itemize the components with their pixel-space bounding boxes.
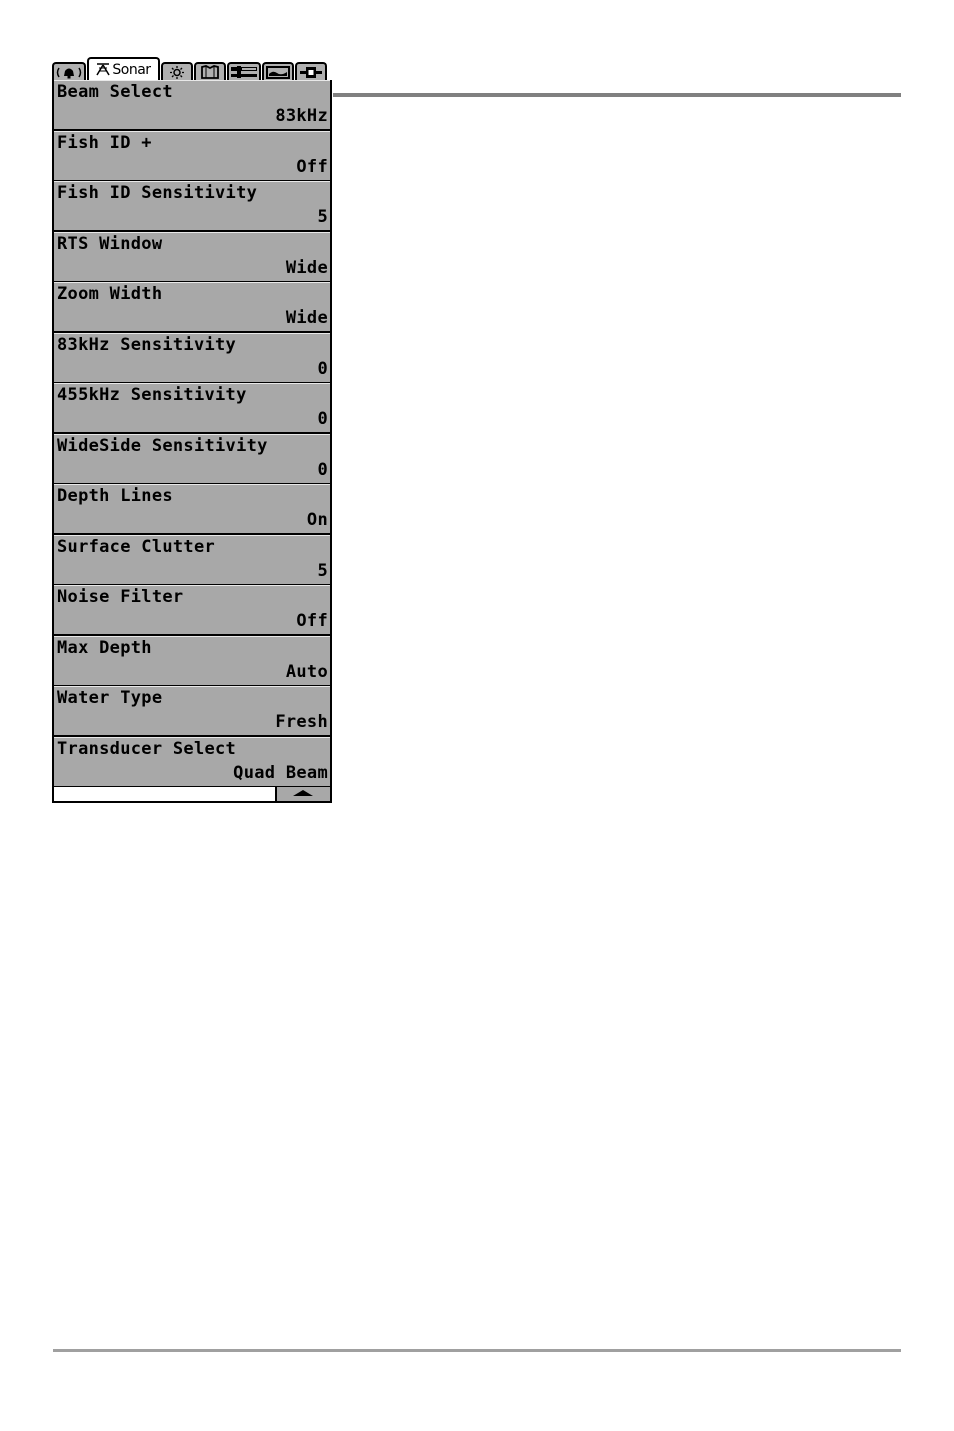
- tab-alarms[interactable]: [52, 62, 86, 80]
- tab-navigation[interactable]: [194, 62, 226, 80]
- screen-icon: [266, 66, 290, 79]
- menu-item-value: Quad Beam: [233, 762, 328, 783]
- sun-icon: [168, 66, 186, 79]
- menu-item-max-depth[interactable]: [54, 636, 330, 685]
- menu-item-83khz-sensitivity[interactable]: [54, 333, 330, 382]
- menu-item-wideside-sensitivity[interactable]: [54, 434, 330, 483]
- menu-item-surface-clutter[interactable]: [54, 535, 330, 584]
- bell-speaker-icon: [55, 66, 83, 79]
- menu-panel: [52, 80, 332, 803]
- menu-tabs: [52, 57, 332, 80]
- menu-item-noise-filter[interactable]: [54, 585, 330, 634]
- scroll-up-button[interactable]: [275, 787, 330, 801]
- tab-sonar-label: Sonar: [112, 61, 151, 78]
- sonar-menu: [52, 57, 332, 803]
- tab-setup[interactable]: [161, 62, 193, 80]
- menu-item-value: Off: [296, 611, 328, 631]
- menu-item-label: Zoom Width: [57, 284, 163, 304]
- menu-item-fish-id-sensitivity[interactable]: [54, 181, 330, 230]
- bottom-divider: [53, 1349, 901, 1352]
- menu-item-label: 83kHz Sensitivity: [57, 334, 237, 355]
- menu-item-value: Auto: [285, 661, 328, 682]
- menu-item-value: 0: [317, 358, 328, 379]
- tab-chart[interactable]: [227, 62, 261, 80]
- menu-footer: [54, 787, 330, 801]
- wrench-icon: [230, 65, 258, 79]
- chevron-up-icon: [291, 789, 315, 797]
- menu-item-label: Surface Clutter: [57, 536, 216, 557]
- menu-item-label: 455kHz Sensitivity: [57, 385, 247, 405]
- top-divider: [333, 93, 901, 97]
- menu-item-label: Noise Filter: [57, 587, 184, 607]
- menu-item-455khz-sensitivity[interactable]: [54, 383, 330, 432]
- menu-item-value: Wide: [285, 308, 328, 328]
- menu-item-label: Depth Lines: [57, 486, 173, 506]
- menu-item-label: Max Depth: [57, 637, 152, 658]
- menu-item-value: 0: [317, 459, 328, 480]
- tab-accessories[interactable]: [295, 62, 327, 80]
- menu-item-value: Wide: [285, 257, 328, 278]
- menu-item-label: Fish ID +: [57, 132, 152, 153]
- tab-sonar[interactable]: [87, 57, 160, 80]
- map-icon: [200, 65, 220, 79]
- menu-item-value: On: [306, 510, 328, 530]
- tab-views[interactable]: [262, 62, 294, 80]
- menu-item-beam-select[interactable]: [54, 80, 330, 129]
- plug-icon: [299, 66, 323, 79]
- menu-item-label: WideSide Sensitivity: [57, 435, 268, 456]
- menu-item-value: 0: [317, 409, 328, 429]
- menu-item-value: 5: [317, 207, 328, 227]
- menu-item-label: RTS Window: [57, 233, 163, 254]
- menu-item-value: Off: [296, 156, 328, 177]
- menu-item-zoom-width[interactable]: [54, 282, 330, 331]
- menu-item-label: Fish ID Sensitivity: [57, 183, 258, 203]
- sonar-icon: [96, 63, 110, 76]
- menu-item-label: Transducer Select: [57, 738, 237, 759]
- menu-item-value: 5: [317, 560, 328, 581]
- menu-item-value: Fresh: [275, 712, 328, 732]
- menu-item-depth-lines[interactable]: [54, 484, 330, 533]
- menu-item-water-type[interactable]: [54, 686, 330, 735]
- menu-item-fish-id-plus[interactable]: [54, 131, 330, 180]
- menu-item-label: Water Type: [57, 688, 163, 708]
- menu-item-rts-window[interactable]: [54, 232, 330, 281]
- menu-item-label: Beam Select: [57, 82, 173, 102]
- menu-item-value: 83kHz: [275, 106, 328, 126]
- menu-item-transducer-select[interactable]: [54, 737, 330, 786]
